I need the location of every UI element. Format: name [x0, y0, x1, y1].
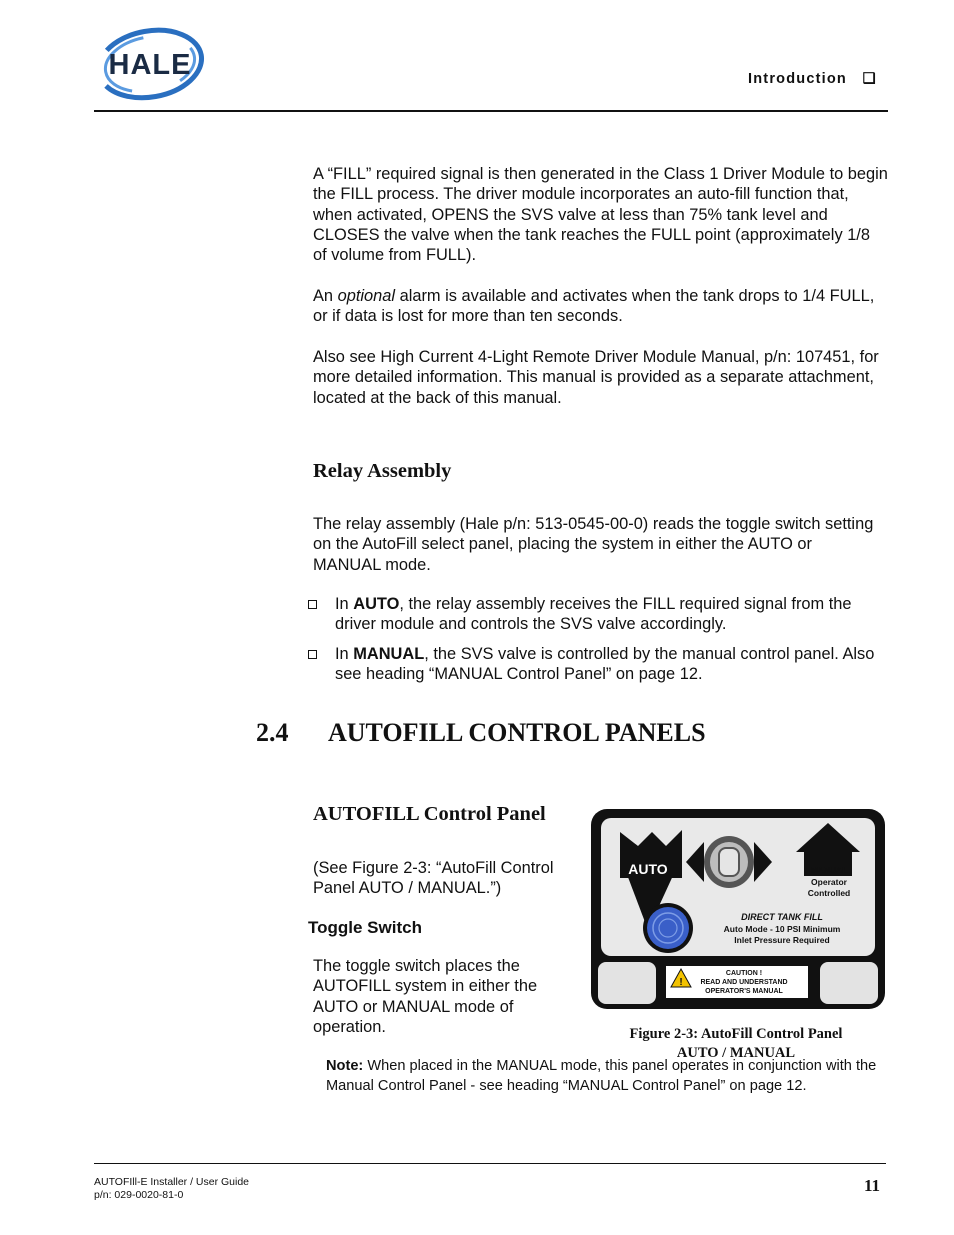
hale-logo [94, 26, 206, 102]
paragraph-fill-signal: A “FILL” required signal is then generated in the Class 1 Driver Module to begin the FILL process. The driver module incorporates an auto-fill function that, when activated, OPENS the SVS valve at less than 75% tank level and CLOSES the valve when the tank reaches the FULL point (approximately 1/8 of volume from FULL). [313, 165, 888, 265]
svg-text:Inlet Pressure Required: Inlet Pressure Required [734, 935, 830, 945]
page-number: 11 [864, 1176, 881, 1195]
manual-label: MANUAL [810, 865, 848, 875]
svg-text:Operator: Operator [811, 877, 847, 887]
autofill-panel-figure [590, 808, 886, 1010]
direct-fill-label: DIRECT TANK FILL [741, 912, 823, 922]
heading-relay-assembly: Relay Assembly [313, 460, 452, 482]
emphasis-optional: optional [337, 287, 396, 305]
caption-line-1: Figure 2-3: AutoFill Control Panel [629, 1026, 843, 1042]
section-name: Introduction [748, 71, 847, 87]
header-rule [94, 110, 888, 112]
svg-text:HALE: HALE [108, 49, 192, 81]
section-marker: ❑ [862, 71, 877, 87]
paragraph-see-also: Also see High Current 4-Light Remote Driver Module Manual, p/n: 107451, for more detailed information. This manual is provided as a separate attachment, located at the back of this manual. [313, 348, 879, 407]
note [326, 1057, 886, 1096]
paragraph-relay-assembly: The relay assembly (Hale p/n: 513-0545-00-0) reads the toggle switch setting on the AutoFill select panel, placing the system in either the AUTO or MANUAL mode. [313, 515, 874, 574]
note-label: Note: [326, 1058, 364, 1074]
footer-rule [94, 1163, 886, 1164]
heading-toggle-switch: Toggle Switch [308, 918, 422, 937]
svg-text:!: ! [679, 977, 683, 988]
bullet-box-icon [308, 600, 317, 609]
paragraph-see-figure: (See Figure 2-3: “AutoFill Control Panel AUTO / MANUAL.”) [313, 859, 554, 898]
bold-auto: AUTO [353, 595, 400, 613]
footer-part-number: p/n: 029-0020-81-0 [94, 1189, 184, 1201]
auto-label: AUTO [628, 861, 668, 877]
footer-doc-title: AUTOFIll-E Installer / User Guide [94, 1176, 250, 1188]
paragraph-toggle-switch: The toggle switch places the AUTOFILL system in either the AUTO or MANUAL mode of operation. [313, 957, 538, 1036]
caution-label: CAUTION ! [725, 970, 763, 977]
caption-line-2: AUTO / MANUAL [676, 1045, 796, 1061]
svg-text:Controlled: Controlled [807, 888, 851, 898]
heading-autofill-control-panel: AUTOFILL Control Panel [313, 803, 546, 825]
svg-text:OPERATOR'S MANUAL: OPERATOR'S MANUAL [705, 988, 783, 995]
bullet-box-icon [308, 650, 317, 659]
section-number: 2.4 [256, 718, 289, 747]
bold-manual: MANUAL [353, 645, 425, 663]
paragraph-optional-alarm: An optional alarm is available and activates when the tank drops to 1/4 FULL, or if data is lost for more than ten seconds. [313, 287, 875, 326]
running-header [748, 71, 877, 87]
svg-text:Auto Mode - 10 PSI Minimum: Auto Mode - 10 PSI Minimum [723, 924, 841, 934]
note-text: When placed in the MANUAL mode, this panel operates in conjunction with the Manual Control Panel - see heading “MANUAL Control Panel” on page 12. [326, 1058, 877, 1094]
svg-text:READ AND UNDERSTAND: READ AND UNDERSTAND [700, 979, 788, 986]
section-title: AUTOFILL CONTROL PANELS [328, 718, 706, 747]
